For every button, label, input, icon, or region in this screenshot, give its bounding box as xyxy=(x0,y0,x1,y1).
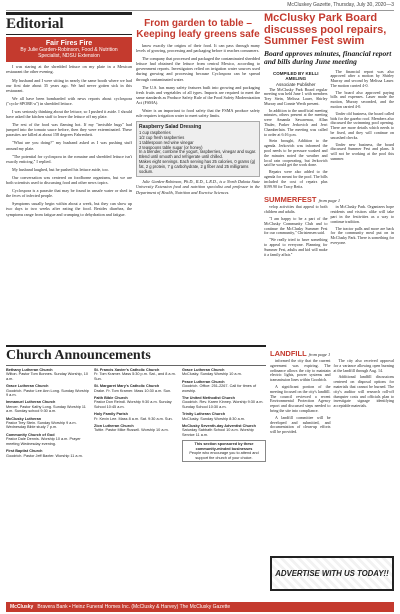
church-entry xyxy=(6,449,90,458)
sponsor-title: This section sponsored by these community-minded businesses xyxy=(194,442,254,451)
church-name: First Baptist Church xyxy=(6,449,43,454)
editorial-paragraph: We all have been bombarded with news reports about cyclospora ("cyclo-SPORE-a") in shredded lettuce. xyxy=(6,95,132,106)
editorial-paragraph: "What are you doing?" my husband asked as I was pushing stuff around my plate. xyxy=(6,140,132,151)
park-board-body xyxy=(264,70,394,192)
section-title: Editorial xyxy=(6,12,132,35)
church-entry xyxy=(94,384,178,393)
park-paragraph: The board also approved paying bills and expenses. Lauer made the motion, Murray seconded, and the motion carried 4-0. xyxy=(330,89,394,110)
park-board-headline: McClusky Park Board discusses pool repairs, Summer Fest swim xyxy=(264,12,387,47)
church-name: Bethany Lutheran Church xyxy=(6,368,53,372)
church-name: St. Francis Xavier's Catholic Church xyxy=(94,368,160,372)
landfill-paragraph: informed the city that the current agreement was expiring. The ordinance allows the city to maintain electric lights, power systems and transmission lines within Goodrich. xyxy=(270,358,331,383)
landfill-jump: from page 1 xyxy=(308,352,331,357)
footer-sponsors: Bravera Bank • Heinz Funeral Homes Inc. (McClusky & Harvey) The McClusky Gazette xyxy=(37,604,231,610)
park-paragraph: Under old business, the board called bids for the gazebo roof. Members also discussed the swimming pool opening. There are more details which needs to be fixed, and they will continue on uncashed checks. xyxy=(330,110,394,140)
church-name: Peace Lutheran Church xyxy=(182,379,225,384)
summerfest-heading xyxy=(264,195,394,204)
editorial-banner xyxy=(6,37,132,62)
church-entry xyxy=(6,400,90,413)
summerfest-col-b xyxy=(331,205,395,259)
church-entry xyxy=(94,424,178,433)
editorial-body xyxy=(6,64,132,216)
park-board-col-a xyxy=(264,70,328,192)
landfill-paragraph: A landfill committee will be developed and submitted, and documentation of clean-up efforts will be provided. xyxy=(270,414,331,435)
church-name: Holy Family Parish xyxy=(94,412,128,417)
landfill-col-b xyxy=(334,359,395,437)
church-announcements xyxy=(6,345,266,605)
church-entry xyxy=(6,417,90,430)
church-details: Mercer. Pastor Kathy Long. Sunday Worship 11 a.m. Sunday school 9:30 a.m. xyxy=(6,404,86,414)
church-details: Fr. Kevin Lee. Mass 8 a.m. Sat. 9:30 a.m. Sun. xyxy=(94,416,173,421)
church-name: Community Church of God xyxy=(6,432,55,437)
church-name: Grace Lutheran Church xyxy=(182,368,225,372)
landfill-col-a xyxy=(270,359,331,437)
church-name: Immanuel Lutheran Church xyxy=(6,400,56,405)
church-name: McClusky Seventh-day Adventist Church xyxy=(182,424,256,429)
summerfest-paragraph: "We really tried to have something to appeal to everyone. Planning for Summer Fest, adults and kid will make it a family affair." xyxy=(264,237,328,257)
church-details: Pastor Don Reindl. Worship 9:30 a.m. Sunday School 10:45 a.m. xyxy=(94,400,172,409)
church-entry xyxy=(94,412,178,421)
editorial-paragraph: I was seriously thinking about the lettuce, so I pushed it aside. I should have asked the kitchen staff to leave the lettuce off my plate. xyxy=(6,109,132,120)
editorial-paragraph: Symptoms usually begin within about a week, but they can show up two days to two weeks after eating the food. Besides diarrhea, the symptoms range from fatigue and cramping to dehydration and fatigue. xyxy=(6,201,132,217)
church-grid xyxy=(6,368,266,465)
summerfest-title: SUMMERFEST xyxy=(264,195,317,205)
middle-paragraph: Water is an important to food safety that the FSMA produce safety rule requires irrigation water to meet safety limits. xyxy=(136,108,260,119)
church-column xyxy=(94,368,178,465)
church-details: McClusky. Sunday Worship 8:30 a.m. xyxy=(182,416,245,421)
park-board-dek: Board approves minutes, financial report and bills during June meeting xyxy=(264,48,392,66)
editorial-paragraph: Cyclospora is a parasite that may be found in unsafe water or shed in the feces of infected people. xyxy=(6,188,132,199)
landfill-paragraph: A significant portion of the meeting focused on the city's landfill. The council reviewed a recent Environmental Protection Agency report and discussed steps needed to bring the site into compliance. xyxy=(270,383,331,413)
landfill-column xyxy=(270,345,394,555)
editorial-paragraph: My husband and I were sitting in nearly the same booth where we had our first date about 35 years ago. We had never gotten sick in this restaurant. xyxy=(6,77,132,93)
church-details: Wilton. Pastor Tom Bonnes. Sunday Worship, 10 a.m. xyxy=(6,372,88,381)
church-entry xyxy=(182,396,266,409)
church-details: Goodrich. Rev. Karen Kinney. Worship 9:30 a.m. Sunday School 10:30 a.m. xyxy=(182,400,264,409)
recipe-line: In a blender, combine the yogurt, raspberries, vinegar and sugar. Blend until smooth and refrigerate until chilled. xyxy=(139,149,257,160)
byline-title: Associate Publisher xyxy=(275,81,316,87)
summerfest-jump: from page 1 xyxy=(318,198,341,204)
editorial-paragraph: I was staring at the shredded lettuce on my plate in a Mexican restaurant the other evening. xyxy=(6,64,132,75)
recipe-line: 1 tablespoon red wine vinegar xyxy=(139,139,194,145)
summerfest-body xyxy=(264,205,394,259)
editorial-paragraph: My husband laughed, but he pushed his lettuce aside, too. xyxy=(12,166,109,172)
church-column xyxy=(182,368,266,465)
church-entry xyxy=(182,424,266,437)
editorial-paragraph: "The potential for cyclospora in the romaine and shredded lettuce isn't exactly enticing," I replied. xyxy=(6,153,132,164)
summerfest-paragraph: The tractor pulls and more are back for the community meal put on in McClusky Park. There is something for everyone. xyxy=(330,225,394,246)
church-entry xyxy=(94,368,178,381)
church-details: Goodrich. Pastor Lee Ann Long. Sunday Worship 9 a.m. xyxy=(6,388,89,398)
church-details: Drake. Fr. Tom Kramer. Mass 10:30 a.m. Sun. xyxy=(94,388,172,393)
banner-title: Fair Fires Fire xyxy=(45,40,93,47)
church-title: Church Announcements xyxy=(6,345,266,366)
church-name: McClusky Lutheran xyxy=(6,416,42,421)
banner-byline: By Julie Garden-Robinson, Food & Nutrition Specialist, NDSU Extension xyxy=(20,47,118,60)
church-details: McClusky. Sunday Worship 10 a.m. xyxy=(182,372,242,377)
park-paragraph: Under new business, the board discussed Summer Fest and plans. It will not be working at the pool this summer. xyxy=(330,141,394,162)
park-paragraph: Repairs were also added to the agenda for meant for the pool. The bills included the cost of repairs plus $199.90 for Tracy Reitz. xyxy=(264,169,328,189)
author-credit xyxy=(136,179,260,194)
recipe-line: 1/2 cup fresh raspberries xyxy=(139,135,185,141)
church-details: Pastor Trey Stein. Sunday Worship 9 a.m. Wednesday Bible study 7 p.m. xyxy=(6,421,77,430)
middle-paragraph: The U.S. has many safety features built into growing and packaging fresh fruits and vegetables of all types. Imports are required to meet the same standards as Produce Safety Rule of the Food Safety Modernization Act (FSMA). xyxy=(136,84,260,105)
credit-text: Julie Garden-Robinson, Ph.D., R.D., L.R.D., is a North Dakota State University Extension food and nutrition specialist and professor in the Department of Health, Nutrition and Exercise Sciences. xyxy=(136,179,260,195)
ad-text: ADVERTISE WITH US TODAY!! xyxy=(275,569,389,578)
church-entry xyxy=(182,380,266,393)
editorial-paragraph: The rest of the food was flaming hot. If my "invisible bugs" had jumped into the tomato sauce before, then they were exterminated. These parasites are killed at about 158 degrees Fahrenheit. xyxy=(6,122,132,138)
summerfest-paragraph: velop activities that appeal to both children and adults. xyxy=(264,204,328,215)
landfill-title: LANDFILL xyxy=(270,349,307,358)
church-column xyxy=(6,368,90,465)
church-details: Tuttle. Pastor Mike Russell. Worship 10 a.m. xyxy=(94,428,169,433)
church-entry xyxy=(182,368,266,377)
church-name: Trinity Lutheran Church xyxy=(182,412,226,417)
recipe-title: Raspberry Salad Dressing xyxy=(139,124,202,131)
recipe-line: Makes eight servings. Each serving has 25 calories, 0 grams (g) fat, 2 g protein, 7 g carbohydrate, 2 g fiber and 25 milligrams sodium. xyxy=(139,159,256,174)
advertise-ad[interactable] xyxy=(270,556,394,591)
recipe-box xyxy=(136,121,260,177)
church-details: Goodrich. Pastor Jeff Baxter. Worship 11 a.m. xyxy=(6,453,83,458)
park-paragraph: The McClusky Park Board regular meeting was held June 1 with members Trey Stein, Melissa Lauer, Shirley Murray and Connie Werth present. xyxy=(264,86,328,106)
park-paragraph: Stein brought, Addition to the agenda. Jerkovich was informed the pool needs to be pressure washed and the minutes noted the weather and local rain cooperating, but Jerkovich said he would get the work done. xyxy=(264,138,328,168)
middle-headline: From garden to table – Keeping leafy greens safe xyxy=(136,18,260,40)
church-name: Faith Bible Church xyxy=(94,396,128,401)
editorial-paragraph: Our conversation was centered on foodborne organisms, but we are both scientists used to discussing food and other news topics. xyxy=(6,174,132,186)
landfill-paragraph: The city also received approval for a variance allowing open burning at the landfill through Aug. 14. xyxy=(333,358,394,373)
church-entry xyxy=(6,384,90,397)
church-details: Goodrich. Office: 251-2267. Call for times of worship. xyxy=(182,384,257,393)
page-header-text: McCluskey Gazette, Thursday, July 30, 2020—3 xyxy=(287,2,394,8)
church-entry xyxy=(6,433,90,446)
park-paragraph: In addition to the unofficial meeting minutes, others present at the meeting were Amanda Sawarenau, Allan Thuler, Parker Jerkovich and Jerri Chamberlain. The meeting was called to order at 6:16 p.m. xyxy=(264,107,328,137)
landfill-body xyxy=(270,359,394,437)
footer-bar xyxy=(6,602,394,612)
church-entry xyxy=(6,368,90,381)
church-entry xyxy=(94,396,178,409)
church-details: Pastor Dale Dennis. Worship 10 a.m. Prayer meeting Wednesday evening. xyxy=(6,437,81,446)
park-paragraph: The financial report was also approved after a motion by Shirley Murray and second by Melissa Lauer. The motion carried 4-0. xyxy=(330,68,394,88)
middle-paragraph: know exactly the origins of their food. It can pass through many levels of growing, processing and packaging before it reaches consumers. xyxy=(136,43,260,54)
landfill-heading xyxy=(270,349,394,358)
byline: COMPILED BY KELLI AMELING xyxy=(273,70,319,81)
church-name: St. Margaret Mary's Catholic Church xyxy=(94,384,160,389)
middle-paragraph: The company that processed and packaged the contaminated shredded lettuce had obtained the lettuce from central Mexico, according to government reports. Investigators relied on irrigation water sources used during growing and processing because Cyclospora can be spread through contaminated water. xyxy=(136,56,260,82)
summerfest-col-a xyxy=(264,205,328,259)
church-entry xyxy=(182,412,266,421)
park-board-col-b xyxy=(331,70,395,192)
page-header xyxy=(6,2,394,11)
summerfest-paragraph: in McClusky Park. Organizers hope residents and visitors alike will take part in the festivities as a way to continue tradition. xyxy=(330,204,394,224)
church-name: Zion Lutheran Church xyxy=(94,424,134,429)
sponsor-details: People who encourage you to attend and support the church of your choice. xyxy=(189,451,259,460)
church-details: Fr. Tom Kramer. Mass 5:30 p.m. Sat., and 8 a.m. Sun. xyxy=(94,372,176,381)
sponsor-note xyxy=(182,440,266,462)
footer-brand: McClusky xyxy=(10,604,34,610)
recipe-line: 2 teaspoons table sugar (or honey) xyxy=(139,144,203,150)
church-details: Saturday Sabbath School 10 a.m. Worship Service 11 a.m. xyxy=(182,428,254,437)
church-name: The United Methodist Church xyxy=(182,396,235,401)
landfill-paragraph: Additional landfill discussions centered on disposal options for materials that cannot be burned. The city's auditor will research roll-off dumpster costs and officials plan to investigate signage identifying acceptable materials. xyxy=(333,374,394,409)
church-name: Grace Lutheran Church xyxy=(6,384,49,389)
recipe-line: 1 cup raspberries xyxy=(139,130,171,136)
middle-body xyxy=(136,43,260,118)
summerfest-paragraph: "I am happy to be a part of the McClusky Community Club and to continue the McClusky Summer Fest for our community," Christensen said. xyxy=(264,216,328,236)
